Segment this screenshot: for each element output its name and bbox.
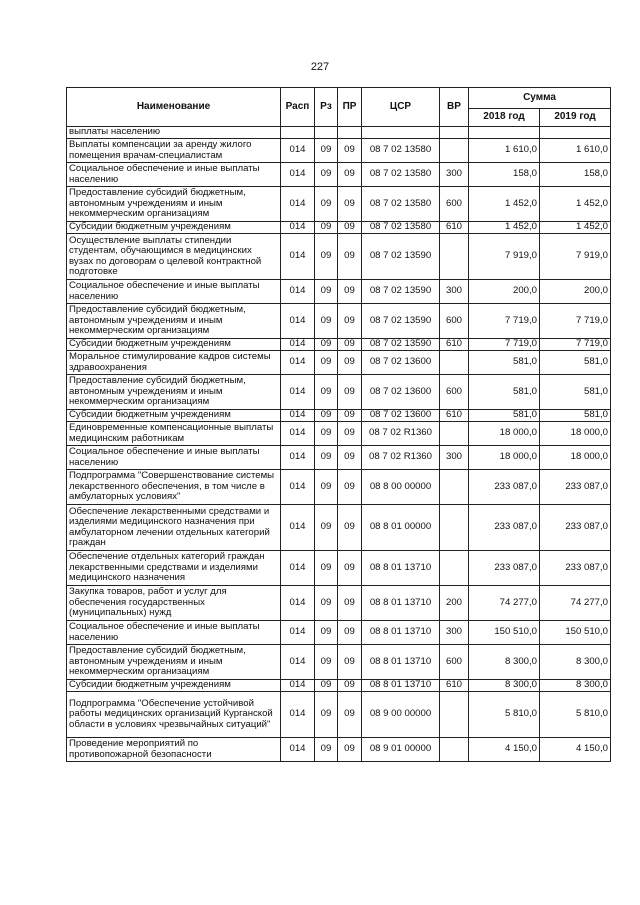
row-pr: 09 [338, 410, 362, 422]
row-name: Социальное обеспечение и иные выплаты населению [67, 446, 281, 470]
row-rasp: 014 [281, 551, 315, 586]
table-row [67, 680, 611, 692]
row-amount-2018: 18 000,0 [469, 422, 540, 446]
row-csr [362, 127, 440, 139]
row-vr: 600 [440, 187, 469, 222]
row-rz [315, 127, 338, 139]
row-amount-2018: 7 719,0 [469, 304, 540, 339]
table-row [67, 738, 611, 762]
row-pr: 09 [338, 470, 362, 505]
row-amount-2019: 233 087,0 [540, 551, 611, 586]
row-rz: 09 [315, 163, 338, 187]
row-rasp: 014 [281, 280, 315, 304]
row-rasp: 014 [281, 339, 315, 351]
row-name: Единовременные компенсационные выплаты медицинским работникам [67, 422, 281, 446]
row-name: Предоставление субсидий бюджетным, автономным учреждениям и иным некоммерческим организациям [67, 304, 281, 339]
row-name: Обеспечение лекарственными средствами и изделиями медицинского назначения при амбулаторном лечении отдельных категорий граждан [67, 505, 281, 551]
row-amount-2018: 581,0 [469, 375, 540, 410]
table-body [67, 127, 611, 762]
table-row [67, 163, 611, 187]
row-vr [440, 422, 469, 446]
row-amount-2019: 8 300,0 [540, 645, 611, 680]
row-name: Осуществление выплаты стипендии студентам, обучающимся в медицинских вузах по договорам о целевой контрактной подготовке [67, 234, 281, 280]
row-amount-2018: 7 719,0 [469, 339, 540, 351]
row-csr: 08 8 01 13710 [362, 645, 440, 680]
row-pr: 09 [338, 163, 362, 187]
row-amount-2019: 1 610,0 [540, 139, 611, 163]
row-csr: 08 7 02 13600 [362, 375, 440, 410]
row-amount-2019: 74 277,0 [540, 586, 611, 621]
row-vr: 600 [440, 645, 469, 680]
row-rasp: 014 [281, 351, 315, 375]
row-csr: 08 7 02 13590 [362, 339, 440, 351]
row-rasp [281, 127, 315, 139]
row-rz: 09 [315, 551, 338, 586]
row-csr: 08 8 01 13710 [362, 586, 440, 621]
row-vr [440, 551, 469, 586]
table-row [67, 304, 611, 339]
row-pr: 09 [338, 139, 362, 163]
row-rz: 09 [315, 234, 338, 280]
row-csr: 08 7 02 13580 [362, 163, 440, 187]
row-csr: 08 7 02 13600 [362, 410, 440, 422]
row-pr: 09 [338, 375, 362, 410]
row-amount-2019: 5 810,0 [540, 692, 611, 738]
row-name: Подпрограмма "Совершенствование системы лекарственного обеспечения, в том числе в амбулаторных условиях" [67, 470, 281, 505]
row-csr: 08 7 02 R1360 [362, 446, 440, 470]
row-pr: 09 [338, 621, 362, 645]
row-rasp: 014 [281, 304, 315, 339]
row-name: выплаты населению [67, 127, 281, 139]
row-pr: 09 [338, 351, 362, 375]
header-rasp: Расп [281, 88, 315, 127]
table-row [67, 280, 611, 304]
row-amount-2018: 74 277,0 [469, 586, 540, 621]
table-row [67, 446, 611, 470]
row-vr [440, 127, 469, 139]
row-vr [440, 470, 469, 505]
row-name: Субсидии бюджетным учреждениям [67, 339, 281, 351]
table-row [67, 692, 611, 738]
row-pr: 09 [338, 339, 362, 351]
table-row [67, 139, 611, 163]
row-amount-2018: 200,0 [469, 280, 540, 304]
row-csr: 08 8 01 13710 [362, 551, 440, 586]
row-name: Предоставление субсидий бюджетным, автономным учреждениям и иным некоммерческим организациям [67, 187, 281, 222]
row-amount-2019: 7 719,0 [540, 339, 611, 351]
row-amount-2019: 200,0 [540, 280, 611, 304]
row-name: Субсидии бюджетным учреждениям [67, 222, 281, 234]
row-name: Субсидии бюджетным учреждениям [67, 680, 281, 692]
row-rz: 09 [315, 621, 338, 645]
row-vr [440, 234, 469, 280]
row-csr: 08 7 02 13590 [362, 280, 440, 304]
row-amount-2018: 1 610,0 [469, 139, 540, 163]
row-name: Предоставление субсидий бюджетным, автономным учреждениям и иным некоммерческим организациям [67, 375, 281, 410]
row-rasp: 014 [281, 505, 315, 551]
row-amount-2018: 150 510,0 [469, 621, 540, 645]
row-name: Подпрограмма "Обеспечение устойчивой работы медицинских организаций Курганской области в условиях чрезвычайных ситуаций" [67, 692, 281, 738]
table-row [67, 505, 611, 551]
row-csr: 08 9 01 00000 [362, 738, 440, 762]
row-pr: 09 [338, 505, 362, 551]
row-vr: 300 [440, 621, 469, 645]
row-rasp: 014 [281, 139, 315, 163]
row-vr [440, 505, 469, 551]
row-rasp: 014 [281, 187, 315, 222]
row-amount-2019: 1 452,0 [540, 187, 611, 222]
header-pr: ПР [338, 88, 362, 127]
row-rasp: 014 [281, 375, 315, 410]
row-name: Социальное обеспечение и иные выплаты населению [67, 621, 281, 645]
row-name: Проведение мероприятий по противопожарной безопасности [67, 738, 281, 762]
row-csr: 08 7 02 13580 [362, 222, 440, 234]
row-rz: 09 [315, 187, 338, 222]
row-name: Социальное обеспечение и иные выплаты населению [67, 280, 281, 304]
row-rz: 09 [315, 280, 338, 304]
row-amount-2019: 150 510,0 [540, 621, 611, 645]
row-name: Выплаты компенсации за аренду жилого помещения врачам-специалистам [67, 139, 281, 163]
row-amount-2019: 581,0 [540, 351, 611, 375]
row-rz: 09 [315, 680, 338, 692]
row-pr: 09 [338, 187, 362, 222]
header-name: Наименование [67, 88, 281, 127]
row-amount-2019: 581,0 [540, 410, 611, 422]
table-row [67, 422, 611, 446]
row-pr: 09 [338, 446, 362, 470]
header-csr: ЦСР [362, 88, 440, 127]
table-row [67, 410, 611, 422]
row-vr: 200 [440, 586, 469, 621]
row-name: Обеспечение отдельных категорий граждан лекарственными средствами и изделиями медицинского назначения [67, 551, 281, 586]
row-amount-2019 [540, 127, 611, 139]
row-name: Моральное стимулирование кадров системы здравоохранения [67, 351, 281, 375]
budget-table [66, 87, 611, 762]
row-rz: 09 [315, 446, 338, 470]
row-rz: 09 [315, 692, 338, 738]
row-amount-2018: 158,0 [469, 163, 540, 187]
row-csr: 08 7 02 13580 [362, 139, 440, 163]
table-row [67, 586, 611, 621]
table-row [67, 187, 611, 222]
row-amount-2019: 4 150,0 [540, 738, 611, 762]
row-pr: 09 [338, 304, 362, 339]
row-rasp: 014 [281, 645, 315, 680]
row-rasp: 014 [281, 586, 315, 621]
header-vr: ВР [440, 88, 469, 127]
row-rz: 09 [315, 222, 338, 234]
row-amount-2018: 7 919,0 [469, 234, 540, 280]
row-name: Закупка товаров, работ и услуг для обеспечения государственных (муниципальных) нужд [67, 586, 281, 621]
table-row [67, 339, 611, 351]
table-row [67, 470, 611, 505]
row-csr: 08 8 01 13710 [362, 621, 440, 645]
row-vr: 300 [440, 163, 469, 187]
row-amount-2018: 581,0 [469, 410, 540, 422]
row-amount-2018: 581,0 [469, 351, 540, 375]
row-amount-2018: 233 087,0 [469, 470, 540, 505]
header-2018: 2018 год [469, 109, 540, 127]
row-rasp: 014 [281, 410, 315, 422]
row-amount-2019: 158,0 [540, 163, 611, 187]
row-pr: 09 [338, 280, 362, 304]
row-csr: 08 8 00 00000 [362, 470, 440, 505]
row-csr: 08 9 00 00000 [362, 692, 440, 738]
row-vr [440, 738, 469, 762]
row-csr: 08 7 02 13600 [362, 351, 440, 375]
row-amount-2019: 233 087,0 [540, 505, 611, 551]
row-csr: 08 7 02 13580 [362, 187, 440, 222]
row-rasp: 014 [281, 621, 315, 645]
row-vr: 610 [440, 410, 469, 422]
row-rz: 09 [315, 645, 338, 680]
table-row [67, 645, 611, 680]
row-rz: 09 [315, 139, 338, 163]
row-rz: 09 [315, 738, 338, 762]
row-vr: 600 [440, 304, 469, 339]
table-row [67, 222, 611, 234]
row-pr: 09 [338, 551, 362, 586]
row-vr: 600 [440, 375, 469, 410]
row-name: Предоставление субсидий бюджетным, автономным учреждениям и иным некоммерческим организациям [67, 645, 281, 680]
row-rz: 09 [315, 410, 338, 422]
row-amount-2019: 233 087,0 [540, 470, 611, 505]
row-amount-2019: 581,0 [540, 375, 611, 410]
header-2019: 2019 год [540, 109, 611, 127]
row-amount-2018: 5 810,0 [469, 692, 540, 738]
row-csr: 08 7 02 R1360 [362, 422, 440, 446]
row-rasp: 014 [281, 163, 315, 187]
row-vr: 610 [440, 680, 469, 692]
row-pr: 09 [338, 222, 362, 234]
row-rasp: 014 [281, 446, 315, 470]
row-rasp: 014 [281, 738, 315, 762]
row-name: Субсидии бюджетным учреждениям [67, 410, 281, 422]
row-amount-2019: 7 919,0 [540, 234, 611, 280]
row-amount-2018: 8 300,0 [469, 680, 540, 692]
row-vr [440, 139, 469, 163]
row-amount-2019: 1 452,0 [540, 222, 611, 234]
row-pr: 09 [338, 738, 362, 762]
row-pr: 09 [338, 680, 362, 692]
row-rz: 09 [315, 351, 338, 375]
row-pr: 09 [338, 692, 362, 738]
row-vr: 300 [440, 280, 469, 304]
row-rz: 09 [315, 586, 338, 621]
row-amount-2018: 1 452,0 [469, 222, 540, 234]
table-row [67, 127, 611, 139]
row-vr: 300 [440, 446, 469, 470]
header-rz: Рз [315, 88, 338, 127]
row-amount-2018: 18 000,0 [469, 446, 540, 470]
table-row [67, 234, 611, 280]
row-rz: 09 [315, 375, 338, 410]
row-amount-2018: 233 087,0 [469, 551, 540, 586]
row-vr: 610 [440, 222, 469, 234]
row-pr: 09 [338, 234, 362, 280]
row-pr: 09 [338, 422, 362, 446]
row-pr [338, 127, 362, 139]
row-rasp: 014 [281, 692, 315, 738]
row-csr: 08 7 02 13590 [362, 234, 440, 280]
page-number: 227 [310, 61, 330, 73]
row-csr: 08 7 02 13590 [362, 304, 440, 339]
row-rasp: 014 [281, 470, 315, 505]
header-sum: Сумма [469, 88, 611, 109]
row-rz: 09 [315, 339, 338, 351]
row-amount-2019: 18 000,0 [540, 446, 611, 470]
table-row [67, 621, 611, 645]
row-amount-2019: 8 300,0 [540, 680, 611, 692]
row-csr: 08 8 01 13710 [362, 680, 440, 692]
row-amount-2018: 233 087,0 [469, 505, 540, 551]
table-row [67, 351, 611, 375]
row-rz: 09 [315, 470, 338, 505]
row-rasp: 014 [281, 422, 315, 446]
row-pr: 09 [338, 586, 362, 621]
row-vr: 610 [440, 339, 469, 351]
row-rz: 09 [315, 304, 338, 339]
row-name: Социальное обеспечение и иные выплаты населению [67, 163, 281, 187]
row-amount-2019: 18 000,0 [540, 422, 611, 446]
row-amount-2018: 1 452,0 [469, 187, 540, 222]
row-rz: 09 [315, 505, 338, 551]
row-rz: 09 [315, 422, 338, 446]
row-vr [440, 692, 469, 738]
row-amount-2018: 8 300,0 [469, 645, 540, 680]
row-rasp: 014 [281, 680, 315, 692]
row-pr: 09 [338, 645, 362, 680]
row-amount-2019: 7 719,0 [540, 304, 611, 339]
table-row [67, 375, 611, 410]
table-row [67, 551, 611, 586]
row-amount-2018: 4 150,0 [469, 738, 540, 762]
row-vr [440, 351, 469, 375]
row-rasp: 014 [281, 234, 315, 280]
row-rasp: 014 [281, 222, 315, 234]
row-csr: 08 8 01 00000 [362, 505, 440, 551]
row-amount-2018 [469, 127, 540, 139]
